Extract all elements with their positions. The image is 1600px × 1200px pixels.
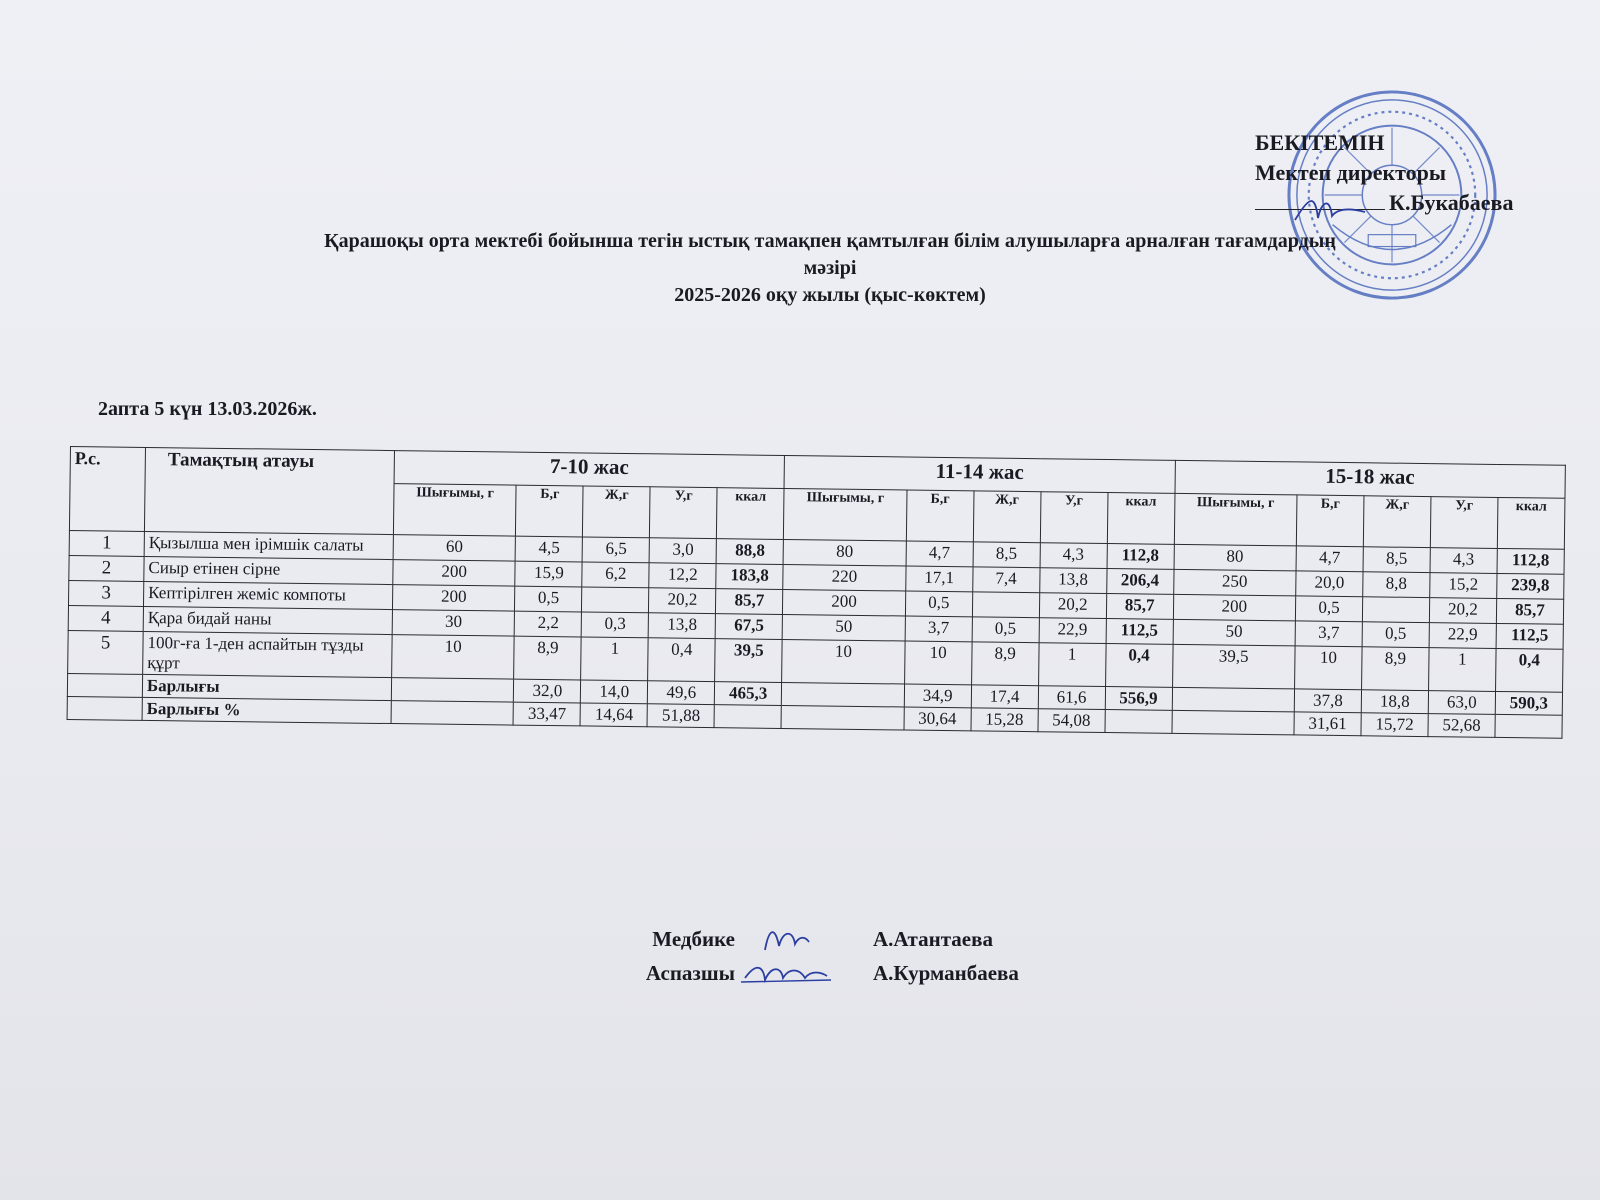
table-cell bbox=[582, 587, 649, 613]
table-cell: 10 bbox=[392, 635, 515, 680]
table-cell: 31,61 bbox=[1294, 712, 1361, 736]
total-label: Барлығы bbox=[142, 674, 391, 700]
table-cell: 10 bbox=[904, 641, 971, 685]
subheader-cell: Шығымы, г bbox=[393, 484, 516, 537]
director-signature bbox=[1290, 190, 1370, 230]
table-cell: 15,2 bbox=[1430, 573, 1497, 599]
table-cell: 13,8 bbox=[1039, 568, 1106, 594]
table-body bbox=[67, 530, 1564, 738]
nurse-signature bbox=[735, 922, 855, 956]
signature-person: А.Курманбаева bbox=[873, 961, 1019, 985]
header-age-group: 7-10 жас bbox=[394, 451, 785, 489]
table-cell: 80 bbox=[1174, 544, 1297, 571]
table-cell: 590,3 bbox=[1495, 691, 1562, 715]
subheader-cell: ккал bbox=[717, 488, 785, 540]
table-cell: 18,8 bbox=[1361, 690, 1428, 714]
table-cell: 112,5 bbox=[1106, 619, 1173, 645]
signature-role: Аспазшы bbox=[645, 961, 735, 985]
title-line-3: 2025-2026 оқу жылы (қыс-көктем) bbox=[674, 284, 986, 306]
approval-name: К.Букабаева bbox=[1389, 190, 1514, 215]
table-cell: 15,28 bbox=[971, 708, 1038, 732]
table-cell: 8,5 bbox=[973, 542, 1040, 568]
subheader-cell: ккал bbox=[1107, 493, 1175, 545]
table-cell: 10 bbox=[1295, 646, 1362, 690]
table-cell: 112,5 bbox=[1496, 623, 1563, 649]
table-cell: 6,2 bbox=[582, 562, 649, 588]
table-cell: 6,5 bbox=[583, 537, 650, 563]
title-line-1: Қарашоқы орта мектебі бойынша тегін ыстық тамақпен қамтылған білім алушыларға арналған тағамдардың bbox=[324, 230, 1336, 252]
table-cell: 206,4 bbox=[1106, 569, 1173, 595]
subheader-cell: Б,г bbox=[1296, 495, 1364, 547]
table-cell: 3,7 bbox=[1295, 621, 1362, 647]
day-date-line: 2апта 5 күн 13.03.2026ж. bbox=[98, 398, 317, 420]
row-number: 5 bbox=[68, 630, 144, 674]
subheader-cell: У,г bbox=[650, 487, 718, 539]
table-cell: 14,64 bbox=[580, 703, 647, 727]
table-cell: 8,9 bbox=[1362, 647, 1429, 691]
table-cell: 10 bbox=[782, 639, 905, 684]
subheader-cell: Б,г bbox=[516, 485, 584, 537]
table-cell: 13,8 bbox=[649, 613, 716, 639]
table-cell: 0,3 bbox=[582, 612, 649, 638]
table-cell: 33,47 bbox=[513, 702, 580, 726]
table-cell bbox=[1362, 597, 1429, 623]
header-age-group: 15-18 жас bbox=[1175, 460, 1566, 498]
table-cell: 200 bbox=[1173, 594, 1296, 621]
subheader-cell: Б,г bbox=[906, 490, 974, 542]
table-cell: 465,3 bbox=[715, 682, 782, 706]
header-name: Тамақтың атауы bbox=[144, 447, 394, 534]
table-cell: 1 bbox=[1038, 643, 1105, 687]
row-number: 4 bbox=[68, 605, 143, 631]
table-cell bbox=[391, 678, 514, 703]
table-cell: 51,88 bbox=[647, 704, 714, 728]
signature-role: Медбике bbox=[652, 927, 735, 951]
table-cell: 17,1 bbox=[905, 566, 972, 592]
table-cell: 60 bbox=[393, 535, 516, 562]
table-cell: 0,4 bbox=[1495, 648, 1563, 692]
approval-position: Мектеп директоры bbox=[1255, 160, 1447, 185]
subheader-cell: Ж,г bbox=[583, 486, 651, 538]
table-cell: 2,2 bbox=[515, 611, 582, 637]
table-cell: 15,72 bbox=[1361, 713, 1428, 737]
table-cell: 80 bbox=[783, 539, 906, 566]
table-cell: 39,5 bbox=[715, 639, 782, 683]
table-cell: 52,68 bbox=[1428, 714, 1495, 738]
table-cell: 4,5 bbox=[516, 536, 583, 562]
table-cell: 250 bbox=[1173, 569, 1296, 596]
table-cell: 3,7 bbox=[905, 616, 972, 642]
signatures-block bbox=[620, 922, 1019, 990]
table-cell bbox=[782, 682, 905, 707]
empty-cell bbox=[67, 696, 142, 720]
table-cell: 20,0 bbox=[1296, 571, 1363, 597]
table-cell: 12,2 bbox=[649, 563, 716, 589]
dish-name: Қара бидай наны bbox=[143, 606, 392, 634]
table-cell: 1 bbox=[1428, 648, 1495, 692]
table-cell: 17,4 bbox=[971, 685, 1038, 709]
table-cell: 4,7 bbox=[1296, 546, 1363, 572]
table-cell: 0,5 bbox=[1362, 622, 1429, 648]
table-cell: 0,4 bbox=[648, 638, 715, 682]
table-cell: 3,0 bbox=[649, 538, 716, 564]
table-cell bbox=[972, 592, 1039, 618]
title-line-2: мәзірі bbox=[803, 257, 857, 279]
row-number: 3 bbox=[68, 580, 143, 606]
table-cell: 183,8 bbox=[716, 564, 783, 590]
table-cell: 20,2 bbox=[1039, 593, 1106, 619]
table-cell bbox=[1172, 687, 1295, 712]
subheader-cell: Шығымы, г bbox=[1174, 493, 1297, 546]
approval-heading: БЕКІТЕМІН bbox=[1255, 130, 1385, 155]
table-cell: 8,8 bbox=[1363, 572, 1430, 598]
table-cell: 8,5 bbox=[1363, 547, 1430, 573]
document-title bbox=[210, 228, 1450, 309]
table-cell: 0,5 bbox=[515, 586, 582, 612]
table-cell: 20,2 bbox=[649, 588, 716, 614]
dish-name: Сиыр етінен сірне bbox=[144, 556, 393, 584]
signature-person: А.Атантаева bbox=[873, 927, 993, 951]
table-cell: 0,4 bbox=[1105, 644, 1172, 688]
table-cell bbox=[714, 705, 781, 729]
table-cell: 30 bbox=[392, 610, 515, 637]
table-cell: 112,8 bbox=[1497, 548, 1564, 574]
table-cell: 0,5 bbox=[1295, 596, 1362, 622]
table-cell: 239,8 bbox=[1497, 573, 1564, 599]
row-number: 2 bbox=[69, 555, 144, 581]
table-cell: 7,4 bbox=[972, 567, 1039, 593]
table-cell bbox=[1105, 710, 1172, 734]
table-cell: 67,5 bbox=[715, 614, 782, 640]
table-cell: 30,64 bbox=[904, 707, 971, 731]
table-cell: 8,9 bbox=[971, 642, 1038, 686]
table-cell: 63,0 bbox=[1428, 691, 1495, 715]
table-cell: 50 bbox=[1173, 619, 1296, 646]
total-label: Барлығы % bbox=[142, 697, 391, 723]
header-age-group: 11-14 жас bbox=[784, 455, 1175, 493]
signature-row bbox=[620, 956, 1019, 990]
subheader-cell: ккал bbox=[1497, 497, 1565, 549]
table-cell: 61,6 bbox=[1038, 686, 1105, 710]
table-cell: 22,9 bbox=[1429, 623, 1496, 649]
table-cell: 49,6 bbox=[648, 681, 715, 705]
row-number: 1 bbox=[69, 530, 144, 556]
table-cell: 88,8 bbox=[716, 539, 783, 565]
dish-name: 100г-ға 1-ден аспайтын тұзды құрт bbox=[143, 631, 393, 677]
table-cell: 39,5 bbox=[1172, 644, 1295, 689]
table-cell: 85,7 bbox=[1106, 594, 1173, 620]
table-cell: 4,3 bbox=[1040, 543, 1107, 569]
subheader-cell: Ж,г bbox=[1363, 496, 1431, 548]
table-cell: 220 bbox=[783, 564, 906, 591]
subheader-cell: Шығымы, г bbox=[784, 488, 907, 541]
table-cell: 54,08 bbox=[1038, 709, 1105, 733]
table-cell: 20,2 bbox=[1429, 598, 1496, 624]
table-cell: 200 bbox=[783, 589, 906, 616]
table-cell bbox=[1495, 714, 1562, 738]
header-rs: Р.с. bbox=[69, 447, 145, 532]
table-cell: 0,5 bbox=[905, 591, 972, 617]
table-cell: 85,7 bbox=[1496, 598, 1563, 624]
table-cell: 85,7 bbox=[716, 589, 783, 615]
table-cell bbox=[1172, 710, 1295, 735]
table-cell: 1 bbox=[581, 637, 648, 681]
empty-cell bbox=[67, 673, 142, 697]
table-cell: 8,9 bbox=[514, 636, 581, 680]
table-cell bbox=[391, 701, 514, 726]
table-cell: 50 bbox=[782, 614, 905, 641]
table-cell: 22,9 bbox=[1039, 618, 1106, 644]
table-cell: 14,0 bbox=[581, 680, 648, 704]
subheader-cell: У,г bbox=[1430, 497, 1498, 549]
menu-table bbox=[67, 446, 1566, 739]
table-cell: 34,9 bbox=[904, 684, 971, 708]
table-cell: 112,8 bbox=[1107, 544, 1174, 570]
signature-row bbox=[620, 922, 1019, 956]
table-cell: 32,0 bbox=[514, 679, 581, 703]
table-cell: 37,8 bbox=[1294, 689, 1361, 713]
subheader-cell: Ж,г bbox=[973, 491, 1041, 543]
table-cell: 200 bbox=[392, 585, 515, 612]
cook-signature bbox=[735, 956, 855, 990]
table-cell bbox=[781, 705, 904, 730]
table-cell: 4,7 bbox=[906, 541, 973, 567]
table-cell: 4,3 bbox=[1430, 548, 1497, 574]
table-cell: 0,5 bbox=[972, 617, 1039, 643]
dish-name: Қызылша мен ірімшік салаты bbox=[144, 531, 393, 559]
table-cell: 200 bbox=[393, 560, 516, 587]
table-cell: 556,9 bbox=[1105, 687, 1172, 711]
table-cell: 15,9 bbox=[515, 561, 582, 587]
subheader-cell: У,г bbox=[1040, 492, 1108, 544]
dish-name: Кептірілген жеміс компоты bbox=[143, 581, 392, 609]
